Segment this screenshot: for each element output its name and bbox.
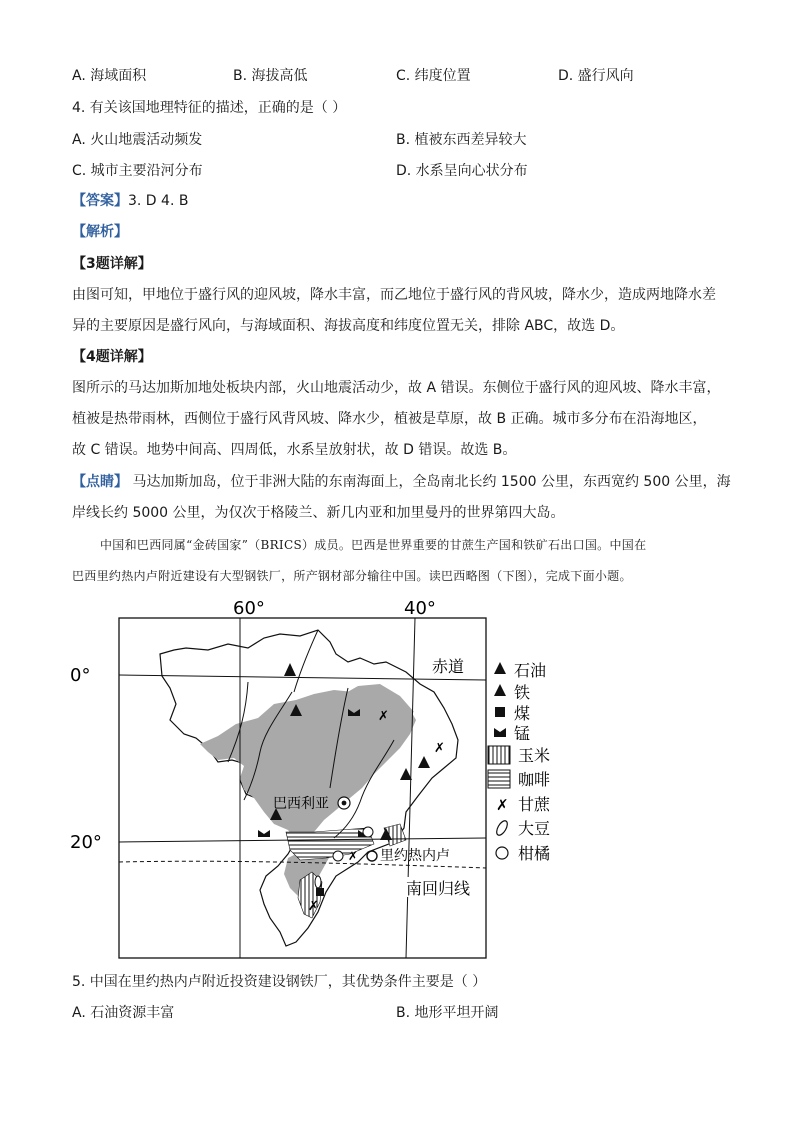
corn-legend-icon (488, 746, 510, 764)
intro-line: 中国和巴西同属“金砖国家”（BRICS）成员。巴西是世界重要的甘蔗生产国和铁矿石出口国。中国在 (100, 538, 647, 552)
intro-line: 巴西里约热内卢附近建设有大型钢铁厂，所产钢材部分输往中国。读巴西略图（下图），完成下面小题。 (72, 569, 632, 583)
coffee-legend-icon (488, 770, 510, 788)
oil-legend-icon (494, 662, 506, 674)
iron-legend-icon (494, 684, 506, 696)
q5-option-a: A. 石油资源丰富 (72, 1005, 175, 1021)
sugarcane-legend-icon: ✗ (496, 796, 509, 814)
soybean-symbol (315, 876, 321, 888)
manganese-legend-icon (494, 728, 506, 737)
comment-line (72, 472, 731, 492)
legend-iron: 铁 (514, 683, 531, 702)
analysis-label: 【解析】 (72, 224, 128, 240)
soybean-legend-icon (495, 819, 510, 837)
q4-detail-line: 故 C 错误。地势中间高、四周低，水系呈放射状，故 D 错误。故选 B。 (72, 442, 517, 458)
legend-sugarcane: 甘蔗 (518, 795, 551, 814)
lat-label-0: 0° (70, 665, 91, 686)
map-legend (488, 661, 551, 863)
q3-option-d: D. 盛行风向 (558, 68, 634, 84)
q3-option-c: C. 纬度位置 (396, 68, 471, 84)
answer-value: 3. D 4. B (128, 193, 189, 209)
answer-label: 【答案】 (72, 193, 128, 209)
citrus-legend-icon (496, 847, 508, 859)
q5-option-b: B. 地形平坦开阔 (396, 1005, 499, 1021)
q3-option-b: B. 海拔高低 (233, 68, 308, 84)
q3-option-a: A. 海域面积 (72, 68, 147, 84)
legend-soybean: 大豆 (518, 819, 551, 838)
q3-detail-line: 异的主要原因是盛行风向，与海域面积、海拔高度和纬度位置无关，排除 ABC，故选 D。 (72, 318, 625, 334)
legend-citrus: 柑橘 (518, 844, 551, 863)
sugarcane-symbol: ✗ (308, 899, 319, 914)
answer-line (72, 191, 188, 211)
sugarcane-symbol: ✗ (348, 849, 359, 863)
lat-label-20: 20° (70, 832, 102, 853)
sugarcane-symbol: ✗ (378, 709, 389, 724)
q4-option-b: B. 植被东西差异较大 (396, 132, 527, 148)
rio-symbol (367, 851, 377, 861)
q4-stem: 4. 有关该国地理特征的描述，正确的是（ ） (72, 100, 347, 116)
coal-legend-icon (495, 707, 505, 717)
lon-label-60: 60° (233, 598, 265, 619)
tropic-label: 南回归线 (406, 879, 471, 898)
legend-coffee: 咖啡 (518, 770, 551, 789)
coal-symbol (316, 888, 324, 896)
q4-option-d: D. 水系呈向心状分布 (396, 163, 528, 179)
citrus-symbol (333, 851, 343, 861)
manganese-symbol (258, 830, 270, 837)
lon-label-40: 40° (404, 598, 436, 619)
q4-option-a: A. 火山地震活动频发 (72, 132, 203, 148)
comment-text: 马达加斯加岛，位于非洲大陆的东南海面上，全岛南北长约 1500 公里，东西宽约 500 公里，海 (132, 474, 731, 490)
legend-oil: 石油 (514, 661, 547, 680)
brazil-map (68, 592, 578, 964)
q3-detail-label: 【3题详解】 (72, 256, 152, 272)
comment-line: 岸线长约 5000 公里，为仅次于格陵兰、新几内亚和加里曼丹的世界第四大岛。 (72, 505, 565, 521)
q4-option-c: C. 城市主要沿河分布 (72, 163, 203, 179)
q4-detail-label: 【4题详解】 (72, 349, 152, 365)
rio-label: 里约热内卢 (380, 848, 450, 864)
sugarcane-symbol: ✗ (434, 741, 445, 756)
q3-detail-line: 由图可知，甲地位于盛行风的迎风坡，降水丰富，而乙地位于盛行风的背风坡，降水少，造成两地降水差 (72, 287, 716, 303)
equator-label: 赤道 (432, 657, 465, 676)
legend-coal: 煤 (514, 704, 531, 723)
q4-detail-line: 图所示的马达加斯加地处板块内部，火山地震活动少，故 A 错误。东侧位于盛行风的迎风坡、降水丰富， (72, 380, 721, 396)
q4-detail-line: 植被是热带雨林，西侧位于盛行风背风坡、降水少，植被是草原，故 B 正确。城市多分布在沿海地区， (72, 411, 707, 427)
comment-label: 【点睛】 (72, 474, 128, 490)
citrus-symbol (363, 827, 373, 837)
legend-corn: 玉米 (518, 746, 551, 765)
legend-manganese: 锰 (514, 724, 531, 743)
q5-stem: 5. 中国在里约热内卢附近投资建设钢铁厂，其优势条件主要是（ ） (72, 974, 487, 990)
capital-label: 巴西利亚 (273, 796, 329, 812)
